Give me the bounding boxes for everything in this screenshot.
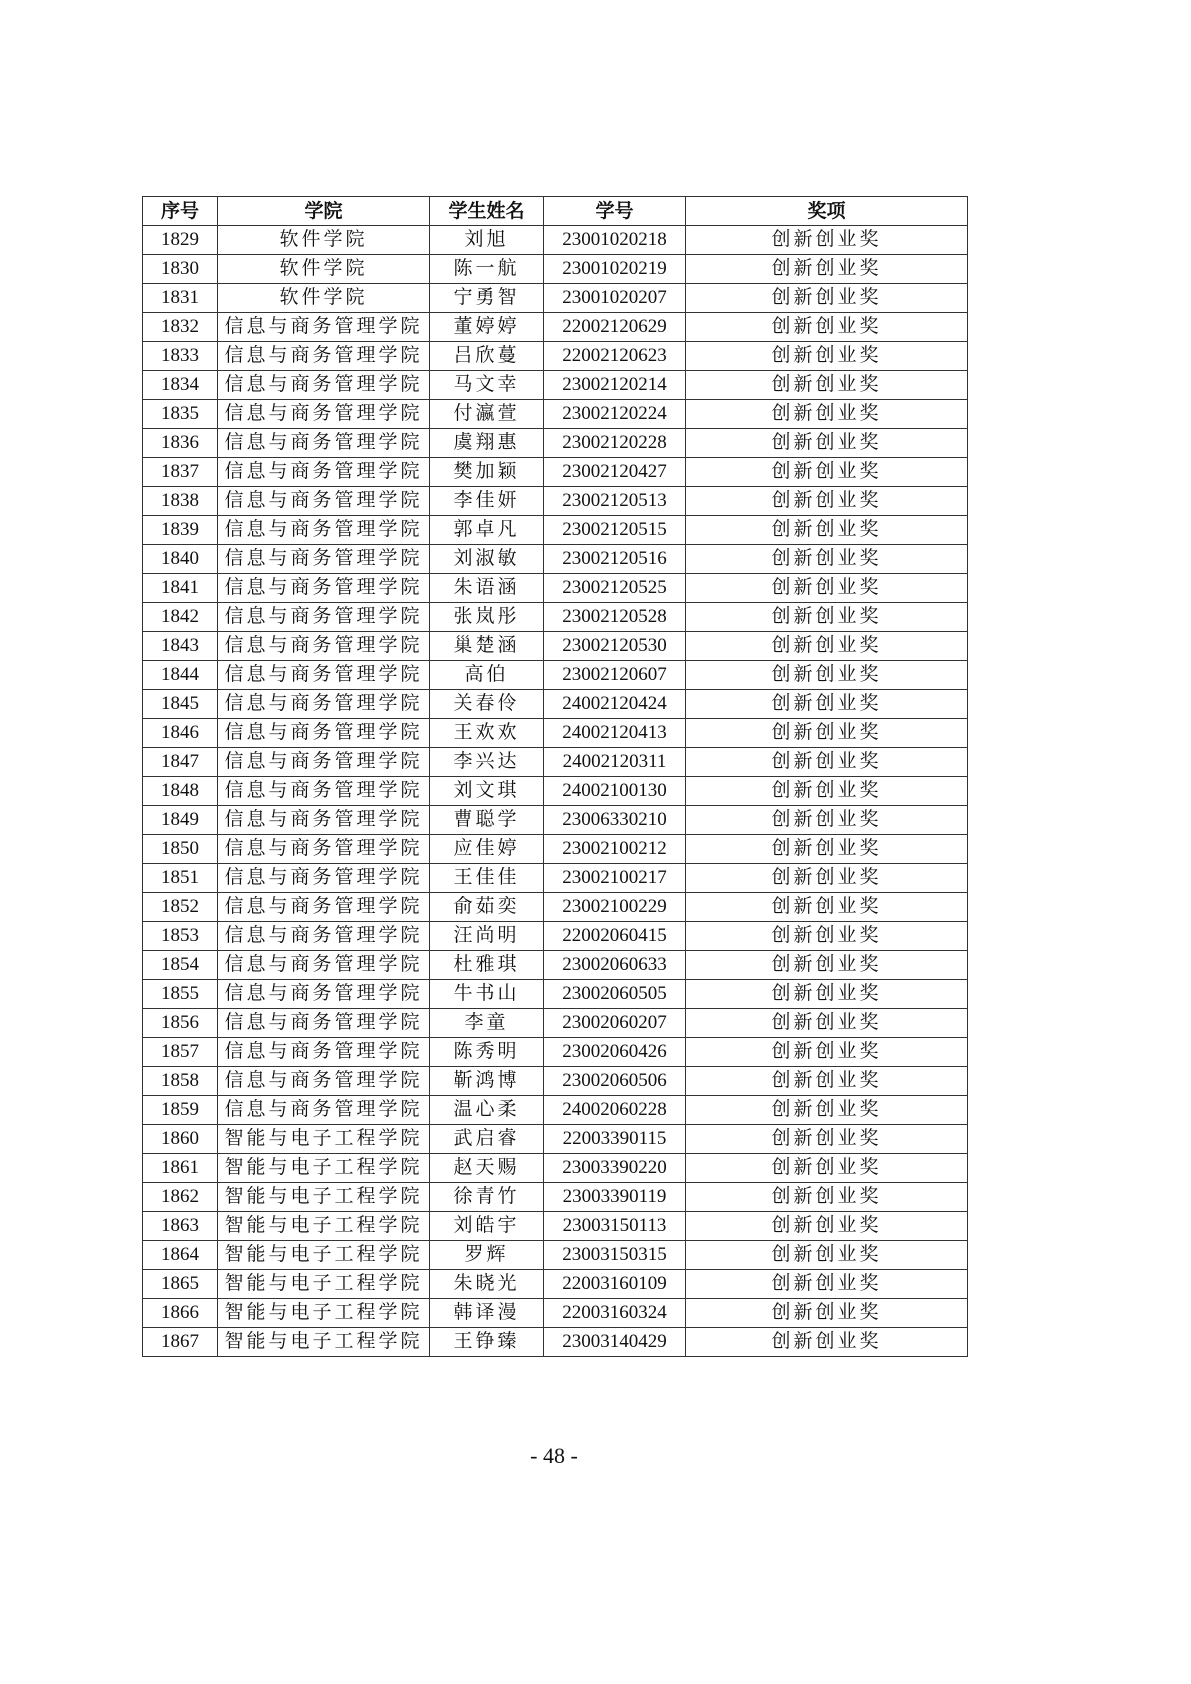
cell-college: 信息与商务管理学院 xyxy=(218,748,430,777)
table-row xyxy=(143,1241,968,1270)
cell-student-id: 23001020219 xyxy=(544,255,686,284)
cell-student-id: 24002120424 xyxy=(544,690,686,719)
cell-award: 创新创业奖 xyxy=(686,255,968,284)
table-row xyxy=(143,661,968,690)
cell-student-id: 23003390119 xyxy=(544,1183,686,1212)
cell-student-name: 朱晓光 xyxy=(430,1270,544,1299)
cell-award: 创新创业奖 xyxy=(686,342,968,371)
cell-college: 信息与商务管理学院 xyxy=(218,313,430,342)
cell-student-name: 韩译漫 xyxy=(430,1299,544,1328)
table-row xyxy=(143,516,968,545)
cell-index: 1862 xyxy=(143,1183,218,1212)
table-row xyxy=(143,429,968,458)
cell-index: 1844 xyxy=(143,661,218,690)
table-row xyxy=(143,545,968,574)
cell-college: 智能与电子工程学院 xyxy=(218,1299,430,1328)
cell-award: 创新创业奖 xyxy=(686,1299,968,1328)
cell-student-name: 宁勇智 xyxy=(430,284,544,313)
cell-student-id: 23001020207 xyxy=(544,284,686,313)
cell-student-id: 24002100130 xyxy=(544,777,686,806)
cell-index: 1864 xyxy=(143,1241,218,1270)
cell-student-name: 巢楚涵 xyxy=(430,632,544,661)
cell-student-id: 23002120214 xyxy=(544,371,686,400)
cell-index: 1830 xyxy=(143,255,218,284)
header-award: 奖项 xyxy=(686,197,968,226)
table-row xyxy=(143,1067,968,1096)
cell-student-id: 22003160109 xyxy=(544,1270,686,1299)
cell-student-id: 23003390220 xyxy=(544,1154,686,1183)
cell-student-name: 关春伶 xyxy=(430,690,544,719)
table-row xyxy=(143,1125,968,1154)
cell-college: 软件学院 xyxy=(218,226,430,255)
cell-award: 创新创业奖 xyxy=(686,1125,968,1154)
cell-award: 创新创业奖 xyxy=(686,429,968,458)
cell-award: 创新创业奖 xyxy=(686,835,968,864)
cell-student-name: 王佳佳 xyxy=(430,864,544,893)
cell-college: 智能与电子工程学院 xyxy=(218,1328,430,1357)
cell-student-name: 温心柔 xyxy=(430,1096,544,1125)
cell-student-id: 23002060506 xyxy=(544,1067,686,1096)
cell-college: 信息与商务管理学院 xyxy=(218,690,430,719)
cell-award: 创新创业奖 xyxy=(686,980,968,1009)
cell-student-name: 樊加颖 xyxy=(430,458,544,487)
cell-student-name: 李兴达 xyxy=(430,748,544,777)
table-row xyxy=(143,284,968,313)
cell-college: 智能与电子工程学院 xyxy=(218,1154,430,1183)
cell-college: 信息与商务管理学院 xyxy=(218,661,430,690)
cell-student-id: 23003150315 xyxy=(544,1241,686,1270)
cell-student-id: 24002120311 xyxy=(544,748,686,777)
table-row xyxy=(143,777,968,806)
cell-award: 创新创业奖 xyxy=(686,1241,968,1270)
cell-student-name: 牛书山 xyxy=(430,980,544,1009)
cell-index: 1845 xyxy=(143,690,218,719)
cell-award: 创新创业奖 xyxy=(686,1096,968,1125)
cell-student-name: 王铮臻 xyxy=(430,1328,544,1357)
cell-student-id: 23002100229 xyxy=(544,893,686,922)
cell-index: 1850 xyxy=(143,835,218,864)
cell-award: 创新创业奖 xyxy=(686,777,968,806)
table-row xyxy=(143,748,968,777)
cell-student-name: 吕欣蔓 xyxy=(430,342,544,371)
cell-college: 信息与商务管理学院 xyxy=(218,458,430,487)
header-index: 序号 xyxy=(143,197,218,226)
cell-college: 智能与电子工程学院 xyxy=(218,1125,430,1154)
cell-student-id: 23002060207 xyxy=(544,1009,686,1038)
cell-index: 1842 xyxy=(143,603,218,632)
table-row xyxy=(143,1183,968,1212)
table-row xyxy=(143,951,968,980)
cell-award: 创新创业奖 xyxy=(686,545,968,574)
cell-award: 创新创业奖 xyxy=(686,922,968,951)
cell-index: 1863 xyxy=(143,1212,218,1241)
cell-index: 1848 xyxy=(143,777,218,806)
cell-college: 信息与商务管理学院 xyxy=(218,545,430,574)
cell-student-id: 23002120516 xyxy=(544,545,686,574)
cell-index: 1853 xyxy=(143,922,218,951)
cell-college: 信息与商务管理学院 xyxy=(218,574,430,603)
cell-student-name: 刘皓宇 xyxy=(430,1212,544,1241)
cell-award: 创新创业奖 xyxy=(686,516,968,545)
cell-award: 创新创业奖 xyxy=(686,1212,968,1241)
table-row xyxy=(143,342,968,371)
cell-index: 1847 xyxy=(143,748,218,777)
cell-college: 信息与商务管理学院 xyxy=(218,951,430,980)
cell-student-id: 23002120427 xyxy=(544,458,686,487)
cell-index: 1833 xyxy=(143,342,218,371)
cell-student-name: 马文幸 xyxy=(430,371,544,400)
cell-award: 创新创业奖 xyxy=(686,487,968,516)
cell-college: 智能与电子工程学院 xyxy=(218,1183,430,1212)
cell-college: 信息与商务管理学院 xyxy=(218,1096,430,1125)
table-row xyxy=(143,1096,968,1125)
cell-college: 信息与商务管理学院 xyxy=(218,1038,430,1067)
cell-award: 创新创业奖 xyxy=(686,371,968,400)
cell-student-name: 李佳妍 xyxy=(430,487,544,516)
table-row xyxy=(143,1328,968,1357)
cell-award: 创新创业奖 xyxy=(686,632,968,661)
table-row xyxy=(143,806,968,835)
cell-award: 创新创业奖 xyxy=(686,1038,968,1067)
cell-index: 1837 xyxy=(143,458,218,487)
cell-student-id: 23002120513 xyxy=(544,487,686,516)
cell-award: 创新创业奖 xyxy=(686,1270,968,1299)
cell-student-id: 23001020218 xyxy=(544,226,686,255)
cell-index: 1854 xyxy=(143,951,218,980)
table-row xyxy=(143,980,968,1009)
award-table xyxy=(142,196,968,1357)
cell-student-name: 曹聪学 xyxy=(430,806,544,835)
cell-student-id: 22002120629 xyxy=(544,313,686,342)
cell-student-id: 22002060415 xyxy=(544,922,686,951)
cell-student-id: 23002060633 xyxy=(544,951,686,980)
cell-student-id: 23002120224 xyxy=(544,400,686,429)
table-row xyxy=(143,255,968,284)
cell-index: 1840 xyxy=(143,545,218,574)
cell-student-id: 23002120530 xyxy=(544,632,686,661)
cell-index: 1858 xyxy=(143,1067,218,1096)
cell-award: 创新创业奖 xyxy=(686,226,968,255)
cell-index: 1851 xyxy=(143,864,218,893)
cell-award: 创新创业奖 xyxy=(686,951,968,980)
table-row xyxy=(143,835,968,864)
cell-index: 1831 xyxy=(143,284,218,313)
cell-index: 1838 xyxy=(143,487,218,516)
cell-award: 创新创业奖 xyxy=(686,1067,968,1096)
cell-award: 创新创业奖 xyxy=(686,313,968,342)
cell-student-name: 刘文琪 xyxy=(430,777,544,806)
cell-student-id: 23002120607 xyxy=(544,661,686,690)
cell-college: 信息与商务管理学院 xyxy=(218,719,430,748)
cell-student-name: 刘淑敏 xyxy=(430,545,544,574)
table-row xyxy=(143,1009,968,1038)
cell-index: 1846 xyxy=(143,719,218,748)
cell-college: 软件学院 xyxy=(218,255,430,284)
cell-index: 1865 xyxy=(143,1270,218,1299)
table-row xyxy=(143,1270,968,1299)
cell-college: 信息与商务管理学院 xyxy=(218,864,430,893)
header-college: 学院 xyxy=(218,197,430,226)
cell-student-name: 付瀛萱 xyxy=(430,400,544,429)
cell-student-name: 罗辉 xyxy=(430,1241,544,1270)
cell-student-id: 22003160324 xyxy=(544,1299,686,1328)
cell-award: 创新创业奖 xyxy=(686,661,968,690)
cell-index: 1857 xyxy=(143,1038,218,1067)
cell-index: 1867 xyxy=(143,1328,218,1357)
cell-index: 1836 xyxy=(143,429,218,458)
cell-college: 信息与商务管理学院 xyxy=(218,893,430,922)
cell-index: 1866 xyxy=(143,1299,218,1328)
cell-college: 智能与电子工程学院 xyxy=(218,1270,430,1299)
cell-award: 创新创业奖 xyxy=(686,893,968,922)
cell-student-name: 俞茹奕 xyxy=(430,893,544,922)
cell-college: 信息与商务管理学院 xyxy=(218,400,430,429)
cell-award: 创新创业奖 xyxy=(686,1183,968,1212)
cell-index: 1839 xyxy=(143,516,218,545)
cell-college: 信息与商务管理学院 xyxy=(218,516,430,545)
cell-college: 信息与商务管理学院 xyxy=(218,342,430,371)
header-student-id: 学号 xyxy=(544,197,686,226)
cell-college: 信息与商务管理学院 xyxy=(218,1067,430,1096)
cell-student-name: 张岚彤 xyxy=(430,603,544,632)
cell-student-name: 陈秀明 xyxy=(430,1038,544,1067)
cell-award: 创新创业奖 xyxy=(686,1328,968,1357)
cell-college: 信息与商务管理学院 xyxy=(218,1009,430,1038)
cell-index: 1860 xyxy=(143,1125,218,1154)
cell-student-id: 24002060228 xyxy=(544,1096,686,1125)
cell-college: 信息与商务管理学院 xyxy=(218,835,430,864)
page-number: - 48 - xyxy=(530,1443,578,1468)
table-body xyxy=(143,226,968,1357)
cell-award: 创新创业奖 xyxy=(686,690,968,719)
cell-student-id: 23002120228 xyxy=(544,429,686,458)
cell-student-id: 23002120515 xyxy=(544,516,686,545)
table-row xyxy=(143,487,968,516)
cell-college: 智能与电子工程学院 xyxy=(218,1212,430,1241)
cell-college: 软件学院 xyxy=(218,284,430,313)
cell-college: 信息与商务管理学院 xyxy=(218,603,430,632)
table-row xyxy=(143,603,968,632)
cell-student-name: 武启睿 xyxy=(430,1125,544,1154)
cell-student-name: 靳鸿博 xyxy=(430,1067,544,1096)
cell-college: 信息与商务管理学院 xyxy=(218,806,430,835)
table-row xyxy=(143,313,968,342)
header-student-name: 学生姓名 xyxy=(430,197,544,226)
cell-award: 创新创业奖 xyxy=(686,574,968,603)
table-row xyxy=(143,632,968,661)
cell-student-name: 李童 xyxy=(430,1009,544,1038)
table-row xyxy=(143,690,968,719)
table-row xyxy=(143,400,968,429)
cell-index: 1832 xyxy=(143,313,218,342)
cell-college: 信息与商务管理学院 xyxy=(218,980,430,1009)
cell-index: 1829 xyxy=(143,226,218,255)
table-header-row xyxy=(143,197,968,226)
cell-student-id: 23002100212 xyxy=(544,835,686,864)
table-row xyxy=(143,226,968,255)
cell-student-name: 陈一航 xyxy=(430,255,544,284)
cell-student-id: 24002120413 xyxy=(544,719,686,748)
cell-index: 1859 xyxy=(143,1096,218,1125)
cell-student-name: 郭卓凡 xyxy=(430,516,544,545)
table-row xyxy=(143,574,968,603)
cell-college: 信息与商务管理学院 xyxy=(218,922,430,951)
cell-award: 创新创业奖 xyxy=(686,400,968,429)
cell-student-name: 虞翔惠 xyxy=(430,429,544,458)
cell-award: 创新创业奖 xyxy=(686,864,968,893)
cell-student-name: 赵天赐 xyxy=(430,1154,544,1183)
cell-student-id: 23002060505 xyxy=(544,980,686,1009)
cell-student-id: 22003390115 xyxy=(544,1125,686,1154)
table-row xyxy=(143,371,968,400)
cell-student-name: 刘旭 xyxy=(430,226,544,255)
cell-index: 1834 xyxy=(143,371,218,400)
table-row xyxy=(143,1154,968,1183)
table-row xyxy=(143,1299,968,1328)
cell-student-id: 23002120525 xyxy=(544,574,686,603)
cell-college: 信息与商务管理学院 xyxy=(218,777,430,806)
table-row xyxy=(143,893,968,922)
cell-award: 创新创业奖 xyxy=(686,1009,968,1038)
cell-index: 1841 xyxy=(143,574,218,603)
cell-student-name: 杜雅琪 xyxy=(430,951,544,980)
cell-student-id: 23003150113 xyxy=(544,1212,686,1241)
cell-award: 创新创业奖 xyxy=(686,284,968,313)
cell-award: 创新创业奖 xyxy=(686,1154,968,1183)
cell-college: 信息与商务管理学院 xyxy=(218,371,430,400)
cell-college: 信息与商务管理学院 xyxy=(218,429,430,458)
cell-college: 智能与电子工程学院 xyxy=(218,1241,430,1270)
cell-student-id: 23003140429 xyxy=(544,1328,686,1357)
cell-index: 1856 xyxy=(143,1009,218,1038)
cell-student-id: 22002120623 xyxy=(544,342,686,371)
cell-student-name: 董婷婷 xyxy=(430,313,544,342)
cell-award: 创新创业奖 xyxy=(686,719,968,748)
cell-index: 1861 xyxy=(143,1154,218,1183)
table-row xyxy=(143,864,968,893)
cell-index: 1849 xyxy=(143,806,218,835)
cell-student-name: 应佳婷 xyxy=(430,835,544,864)
cell-student-name: 高伯 xyxy=(430,661,544,690)
cell-student-name: 王欢欢 xyxy=(430,719,544,748)
cell-award: 创新创业奖 xyxy=(686,603,968,632)
cell-award: 创新创业奖 xyxy=(686,458,968,487)
cell-award: 创新创业奖 xyxy=(686,748,968,777)
table-row xyxy=(143,1038,968,1067)
table-row xyxy=(143,719,968,748)
cell-student-name: 朱语涵 xyxy=(430,574,544,603)
cell-award: 创新创业奖 xyxy=(686,806,968,835)
table-row xyxy=(143,1212,968,1241)
cell-student-id: 23006330210 xyxy=(544,806,686,835)
cell-index: 1835 xyxy=(143,400,218,429)
cell-index: 1852 xyxy=(143,893,218,922)
cell-student-name: 汪尚明 xyxy=(430,922,544,951)
table-row xyxy=(143,458,968,487)
cell-student-id: 23002120528 xyxy=(544,603,686,632)
cell-student-id: 23002100217 xyxy=(544,864,686,893)
cell-index: 1843 xyxy=(143,632,218,661)
table-row xyxy=(143,922,968,951)
cell-college: 信息与商务管理学院 xyxy=(218,487,430,516)
cell-student-name: 徐青竹 xyxy=(430,1183,544,1212)
cell-college: 信息与商务管理学院 xyxy=(218,632,430,661)
cell-index: 1855 xyxy=(143,980,218,1009)
cell-student-id: 23002060426 xyxy=(544,1038,686,1067)
